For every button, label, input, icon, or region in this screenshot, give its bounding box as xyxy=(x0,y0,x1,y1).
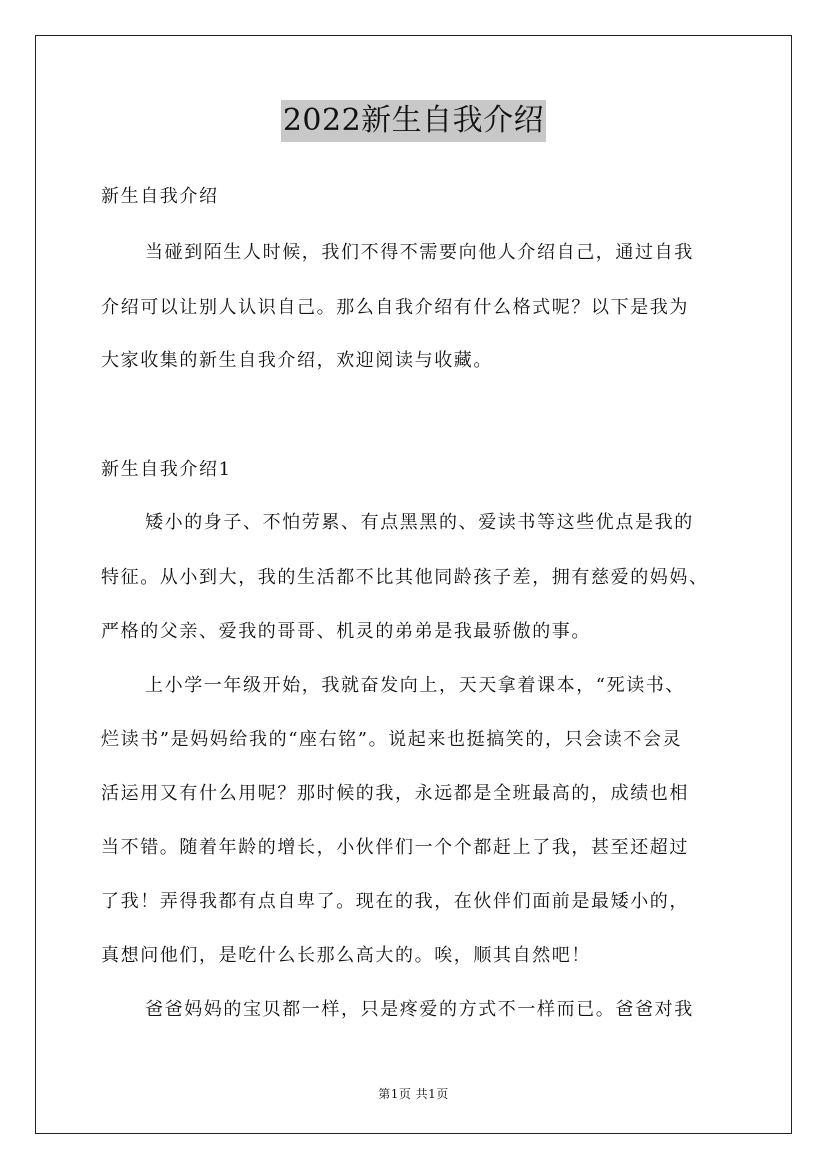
paragraph-line: 上小学一年级开始，我就奋发向上，天天拿着课本，“死读书、 xyxy=(145,675,685,696)
paragraph-line: 介绍可以让别人认识自己。那么自我介绍有什么格式呢？以下是我为 xyxy=(101,297,689,318)
title-container xyxy=(0,100,827,142)
paragraph-line: 当碰到陌生人时候，我们不得不需要向他人介绍自己，通过自我 xyxy=(145,242,694,263)
paragraph-line: 活运用又有什么用呢？那时候的我，永远都是全班最高的，成绩也相 xyxy=(101,783,689,804)
paragraph-line: 大家收集的新生自我介绍，欢迎阅读与收藏。 xyxy=(101,350,493,371)
document-title: 2022新生自我介绍 xyxy=(281,100,546,142)
paragraph-line: 烂读书”是妈妈给我的“座右铭”。说起来也挺搞笑的，只会读不会灵 xyxy=(101,729,683,750)
paragraph-line: 特征。从小到大，我的生活都不比其他同龄孩子差，拥有慈爱的妈妈、 xyxy=(101,567,709,588)
section-heading: 新生自我介绍 xyxy=(101,186,219,207)
section-heading: 新生自我介绍1 xyxy=(101,459,232,480)
paragraph-line: 当不错。随着年龄的增长，小伙伴们一个个都赶上了我，甚至还超过 xyxy=(101,837,689,858)
paragraph-line: 爸爸妈妈的宝贝都一样，只是疼爱的方式不一样而已。爸爸对我 xyxy=(145,999,694,1020)
paragraph-line: 矮小的身子、不怕劳累、有点黑黑的、爱读书等这些优点是我的 xyxy=(145,512,694,533)
paragraph-line: 了我！弄得我都有点自卑了。现在的我，在伙伴们面前是最矮小的， xyxy=(101,891,689,912)
paragraph-line: 真想问他们，是吃什么长那么高大的。唉，顺其自然吧！ xyxy=(101,945,591,966)
paragraph-line: 严格的父亲、爱我的哥哥、机灵的弟弟是我最骄傲的事。 xyxy=(101,621,591,642)
page-footer: 第1页 共1页 xyxy=(378,1087,449,1101)
